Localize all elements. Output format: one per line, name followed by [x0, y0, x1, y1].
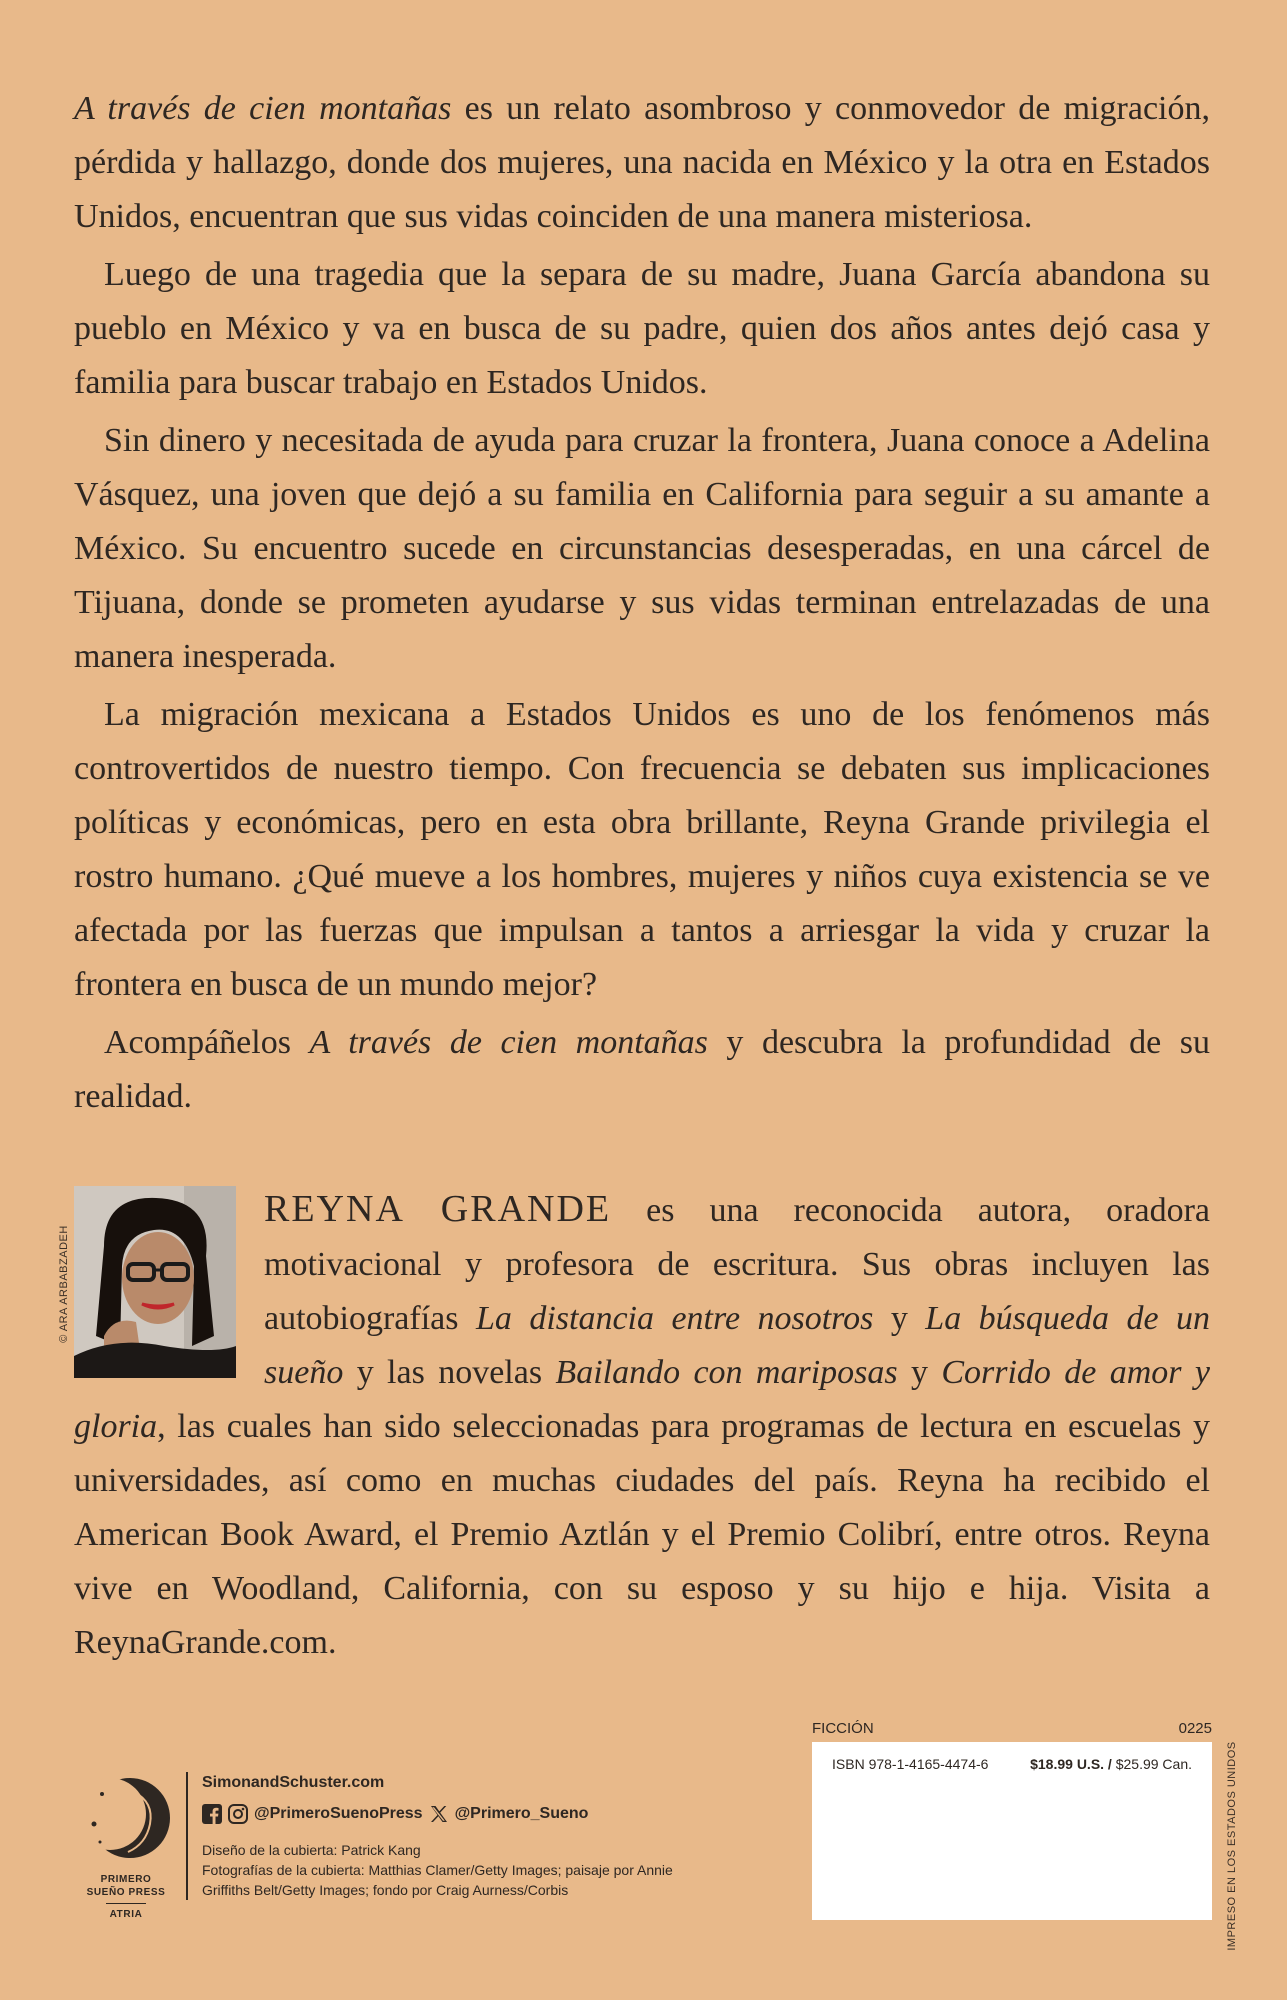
- printed-in-label: IMPRESO EN LOS ESTADOS UNIDOS: [1226, 1741, 1238, 1951]
- blurb-paragraph-2: Luego de una tragedia que la separa de su madre, Juana García abandona su pueblo en México y va en busca de su padre, quien dos años antes dejó casa y familia para buscar trabajo en Estados Unidos.: [74, 256, 1210, 401]
- moon-logo-icon: [80, 1772, 172, 1868]
- cover-credits: [186, 1772, 722, 1900]
- author-bio: REYNA GRANDE es una reconocida autora, oradora motivacional y profesora de escritura. Sus obras incluyen las autobiografías La distancia entre nosotros y La búsqueda de un sueño y las novelas Bailando con mariposas y Corrido de amor y gloria, las cuales han sido seleccionadas para programas de lectura en escuelas y universidades, así como en muchas ciudades del país. Reyna ha recibido el American Book Award, el Premio Aztlán y el Premio Colibrí, entre otros. Reyna vive en Woodland, California, con su esposo y su hijo e hija. Visita a ReynaGrande.com.: [74, 1188, 1210, 1661]
- book-title-italic: La distancia entre nosotros: [475, 1300, 874, 1337]
- barcode-area: [812, 1716, 1212, 1928]
- barcode-box: [812, 1742, 1212, 1920]
- cover-photo-credit: Fotografías de la cubierta: Matthias Clamer/Getty Images; paisaje por Annie Griffiths Belt/Getty Images; fondo por Craig Aurness/Corbis: [202, 1862, 673, 1898]
- genre-label: FICCIÓN: [812, 1720, 874, 1737]
- x-twitter-icon: [429, 1804, 449, 1824]
- book-title-italic: Bailando con mariposas: [555, 1354, 898, 1391]
- photo-credit: © ARA ARBABZADEH: [58, 1225, 70, 1343]
- book-title-italic: A través de cien montañas: [309, 1024, 708, 1061]
- blurb-paragraph-1: A través de cien montañas es un relato asombroso y conmovedor de migración, pérdida y hallazgo, donde dos mujeres, una nacida en México y la otra en Estados Unidos, encuentran que sus vidas coinciden de una manera misteriosa.: [74, 90, 1210, 235]
- publisher-imprint: PRIMERO SUEÑO PRESS ATRIA: [80, 1772, 172, 1942]
- social-links: @PrimeroSuenoPress @Primero_Sueno: [202, 1800, 722, 1828]
- book-title-italic: La búsqueda de un sueño: [264, 1300, 1210, 1391]
- blurb-paragraph-5: Acompáñelos A través de cien montañas y descubra la profundidad de su realidad.: [74, 1024, 1210, 1115]
- facebook-icon: [202, 1804, 222, 1824]
- blurb-paragraph-3: Sin dinero y necesitada de ayuda para cruzar la frontera, Juana conoce a Adelina Vásquez, una joven que dejó a su familia en California para seguir a su amante a México. Su encuentro sucede en circunstancias desesperadas, en una cárcel de Tijuana, donde se prometen ayudarse y sus vidas terminan entrelazadas de una manera inesperada.: [74, 422, 1210, 675]
- book-title-italic: Corrido de amor y gloria: [74, 1354, 1210, 1445]
- cover-design-credit: Diseño de la cubierta: Patrick Kang: [202, 1842, 421, 1858]
- price: $18.99 U.S. / $25.99 Can.: [1030, 1756, 1192, 1772]
- back-cover-blurb: [74, 82, 1210, 1128]
- instagram-icon: [228, 1804, 248, 1824]
- isbn: ISBN 978-1-4165-4474-6: [832, 1756, 989, 1772]
- author-name: REYNA GRANDE: [264, 1188, 612, 1230]
- publisher-website: SimonandSchuster.com: [202, 1774, 385, 1791]
- author-section: [58, 1182, 1210, 1672]
- divider: [106, 1903, 146, 1904]
- price-code: 0225: [1178, 1720, 1212, 1737]
- book-title-italic: A través de cien montañas: [74, 90, 452, 127]
- blurb-paragraph-4: La migración mexicana a Estados Unidos es uno de los fenómenos más controvertidos de nuestro tiempo. Con frecuencia se debaten sus implicaciones políticas y económicas, pero en esta obra brillante, Reyna Grande privilegia el rostro humano. ¿Qué mueve a los hombres, mujeres y niños cuya existencia se ve afectada por las fuerzas que impulsan a tantos a arriesgar la vida y cruzar la frontera en busca de un mundo mejor?: [74, 696, 1210, 1003]
